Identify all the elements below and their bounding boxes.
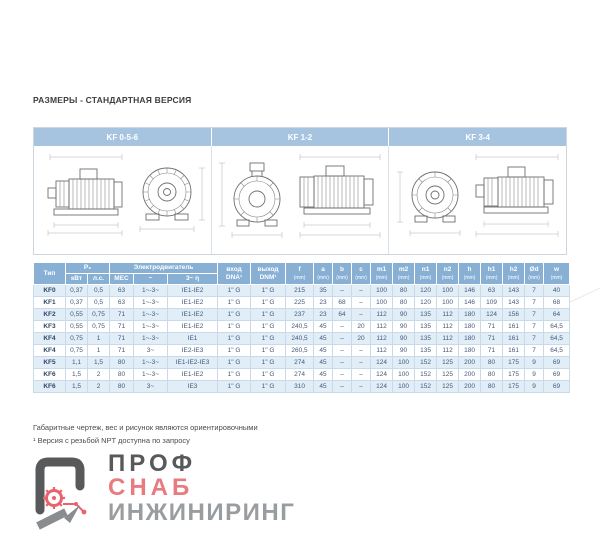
row-type-cell: KF1 — [34, 297, 66, 309]
data-cell: 80 — [481, 357, 503, 369]
end-view-side-port — [397, 172, 460, 236]
data-cell: 35 — [314, 285, 333, 297]
col-header-h: h (mm) — [459, 263, 481, 285]
data-cell: 274 — [286, 369, 314, 381]
data-cell: 40 — [544, 285, 570, 297]
data-cell: 175 — [503, 357, 525, 369]
row-type-cell: KF6 — [34, 369, 66, 381]
data-cell: – — [352, 369, 371, 381]
footnote-npt: ¹ Версия с резьбой NPT доступна по запросу — [33, 436, 190, 446]
logo-text — [108, 452, 295, 525]
data-cell: IE1-IE2 — [168, 285, 218, 297]
pump-drawing-kf12 — [212, 147, 388, 253]
table-row — [34, 321, 570, 333]
data-cell: 9 — [525, 369, 544, 381]
col-header-c: c (mm) — [352, 263, 371, 285]
data-cell: 1" G — [218, 285, 251, 297]
col-header-f: f (mm) — [286, 263, 314, 285]
logo-line-prof: ПРОФ — [108, 450, 197, 477]
data-cell: 69 — [544, 369, 570, 381]
data-cell: 1" G — [251, 333, 286, 345]
data-cell: 100 — [437, 285, 459, 297]
data-cell: 64 — [544, 309, 570, 321]
data-cell: 1" G — [218, 297, 251, 309]
col-header-n2: n2 (mm) — [437, 263, 459, 285]
company-logo — [30, 452, 295, 532]
data-cell: 100 — [393, 369, 415, 381]
data-cell: 71 — [481, 345, 503, 357]
data-cell: 64,5 — [544, 345, 570, 357]
data-cell: 237 — [286, 309, 314, 321]
data-cell: 143 — [503, 285, 525, 297]
data-cell: 0,5 — [88, 285, 110, 297]
data-cell: 125 — [437, 381, 459, 393]
data-cell: 64,5 — [544, 321, 570, 333]
row-type-cell: KF4 — [34, 333, 66, 345]
data-cell: 1" G — [251, 297, 286, 309]
data-cell: 240,5 — [286, 321, 314, 333]
panel-header-kf056: KF 0-5-6 — [34, 128, 212, 146]
data-cell: 71 — [110, 345, 134, 357]
data-cell: IE1 — [168, 333, 218, 345]
data-cell: 200 — [459, 357, 481, 369]
data-cell: 225 — [286, 297, 314, 309]
data-cell: 1" G — [251, 381, 286, 393]
data-cell: 1" G — [218, 309, 251, 321]
data-cell: 64 — [333, 309, 352, 321]
data-cell: 1" G — [251, 285, 286, 297]
data-cell: 175 — [503, 381, 525, 393]
col-header-dd: Ød (mm) — [525, 263, 544, 285]
col-header-a: a (mm) — [314, 263, 333, 285]
data-cell: 200 — [459, 381, 481, 393]
data-cell: 161 — [503, 321, 525, 333]
data-cell: 1~-3~ — [134, 369, 168, 381]
data-cell: IE1-IE2 — [168, 321, 218, 333]
data-cell: 69 — [544, 357, 570, 369]
data-cell: 112 — [371, 321, 393, 333]
data-cell: 64,5 — [544, 333, 570, 345]
data-cell: 1 — [88, 333, 110, 345]
data-cell: 135 — [415, 345, 437, 357]
dimensions-table — [33, 262, 570, 393]
data-cell: 71 — [110, 321, 134, 333]
data-cell: 80 — [110, 369, 134, 381]
data-cell: 124 — [371, 381, 393, 393]
data-cell: 71 — [481, 333, 503, 345]
row-type-cell: KF3 — [34, 321, 66, 333]
panel-header-kf34: KF 3-4 — [389, 128, 566, 146]
data-cell: 135 — [415, 333, 437, 345]
data-cell: 135 — [415, 309, 437, 321]
data-cell: 1,1 — [66, 357, 88, 369]
data-cell: 112 — [371, 345, 393, 357]
data-cell: 135 — [415, 321, 437, 333]
pump-drawing-kf056 — [34, 147, 210, 253]
table-row — [34, 357, 570, 369]
data-cell: 0,75 — [66, 333, 88, 345]
row-type-cell: KF5 — [34, 357, 66, 369]
data-cell: 100 — [371, 297, 393, 309]
data-cell: 124 — [371, 369, 393, 381]
data-cell: IE1-IE2 — [168, 297, 218, 309]
data-cell: 100 — [437, 297, 459, 309]
data-cell: 0,5 — [88, 297, 110, 309]
data-cell: 9 — [525, 357, 544, 369]
pump-drawing-kf34 — [390, 147, 566, 253]
data-cell: 1" G — [218, 357, 251, 369]
drawings-strip — [33, 127, 567, 255]
header-row-1 — [34, 263, 570, 274]
data-cell: 7 — [525, 333, 544, 345]
data-cell: 71 — [481, 321, 503, 333]
side-view-motor — [300, 154, 380, 238]
table-row — [34, 369, 570, 381]
data-cell: 63 — [110, 285, 134, 297]
data-cell: 112 — [437, 309, 459, 321]
data-cell: 0,55 — [66, 321, 88, 333]
footnote-dimensions: Габаритные чертеж, вес и рисунок являются ориентировочными — [33, 423, 258, 432]
data-cell: 7 — [525, 309, 544, 321]
col-header-h1: h1 (mm) — [481, 263, 503, 285]
col-header-type: Тип — [34, 263, 66, 285]
data-cell: – — [333, 285, 352, 297]
data-cell: 71 — [110, 333, 134, 345]
data-cell: – — [352, 309, 371, 321]
data-cell: IE1-IE2-IE3 — [168, 357, 218, 369]
data-cell: 112 — [371, 333, 393, 345]
data-cell: 1 — [88, 345, 110, 357]
data-cell: 1" G — [251, 369, 286, 381]
data-cell: – — [352, 357, 371, 369]
data-cell: 3~ — [134, 345, 168, 357]
data-cell: 1,5 — [88, 357, 110, 369]
table-row — [34, 297, 570, 309]
data-cell: 23 — [314, 297, 333, 309]
data-cell: IE1-IE2 — [168, 309, 218, 321]
col-header-efficiency: 3~ η — [168, 274, 218, 285]
data-cell: 7 — [525, 297, 544, 309]
data-cell: – — [333, 381, 352, 393]
data-cell: – — [352, 381, 371, 393]
data-cell: 146 — [459, 297, 481, 309]
data-cell: – — [352, 345, 371, 357]
data-cell: 112 — [437, 321, 459, 333]
data-cell: 71 — [110, 309, 134, 321]
data-cell: 1" G — [251, 345, 286, 357]
data-cell: 9 — [525, 381, 544, 393]
side-view-motor — [476, 154, 558, 237]
data-cell: 90 — [393, 333, 415, 345]
data-cell: 3~ — [134, 381, 168, 393]
data-cell: 68 — [544, 297, 570, 309]
data-cell: 1,5 — [66, 381, 88, 393]
data-cell: 23 — [314, 309, 333, 321]
col-header-w: w (mm) — [544, 263, 570, 285]
table-row — [34, 333, 570, 345]
data-cell: 1" G — [218, 321, 251, 333]
data-cell: 80 — [393, 285, 415, 297]
data-cell: – — [333, 369, 352, 381]
data-cell: IE1-IE2 — [168, 369, 218, 381]
data-cell: 1" G — [251, 309, 286, 321]
data-cell: 20 — [352, 321, 371, 333]
col-header-mec: MEC — [110, 274, 134, 285]
drawing-kf34 — [389, 146, 566, 254]
data-cell: 143 — [503, 297, 525, 309]
col-header-motor: Электродвигатель — [110, 263, 218, 274]
data-cell: 0,75 — [88, 321, 110, 333]
data-cell: 80 — [481, 381, 503, 393]
data-cell: 0,37 — [66, 297, 88, 309]
data-cell: 80 — [393, 297, 415, 309]
row-type-cell: KF4 — [34, 345, 66, 357]
col-header-hp: л.с. — [88, 274, 110, 285]
end-view-top-port — [219, 163, 282, 238]
data-cell: 152 — [415, 381, 437, 393]
data-cell: 156 — [503, 309, 525, 321]
table-row — [34, 285, 570, 297]
data-cell: 146 — [459, 285, 481, 297]
data-cell: 180 — [459, 321, 481, 333]
data-cell: 124 — [481, 309, 503, 321]
data-cell: 215 — [286, 285, 314, 297]
panel-header-kf12: KF 1-2 — [212, 128, 390, 146]
data-cell: 2 — [88, 381, 110, 393]
page-title: РАЗМЕРЫ - СТАНДАРТНАЯ ВЕРСИЯ — [33, 95, 192, 105]
data-cell: 180 — [459, 345, 481, 357]
data-cell: 0,75 — [88, 309, 110, 321]
data-cell: – — [333, 333, 352, 345]
data-cell: 1~-3~ — [134, 285, 168, 297]
col-header-outlet: выход DNM¹ — [251, 263, 286, 285]
data-cell: 1~-3~ — [134, 309, 168, 321]
col-header-b: b (mm) — [333, 263, 352, 285]
data-cell: 45 — [314, 345, 333, 357]
data-cell: 180 — [459, 309, 481, 321]
end-view-gear — [140, 168, 205, 232]
data-cell: 1" G — [251, 357, 286, 369]
data-cell: 260,5 — [286, 345, 314, 357]
footnotes — [33, 421, 258, 447]
data-cell: 90 — [393, 309, 415, 321]
data-cell: 80 — [110, 357, 134, 369]
col-header-kw: кВт — [66, 274, 88, 285]
data-cell: 161 — [503, 333, 525, 345]
data-cell: 80 — [481, 369, 503, 381]
data-cell: 100 — [393, 357, 415, 369]
data-cell: 240,5 — [286, 333, 314, 345]
data-cell: 7 — [525, 285, 544, 297]
data-cell: 69 — [544, 381, 570, 393]
data-cell: 45 — [314, 381, 333, 393]
drawings-body — [34, 146, 566, 254]
table-row — [34, 345, 570, 357]
data-cell: 274 — [286, 357, 314, 369]
data-cell: 112 — [371, 309, 393, 321]
data-cell: – — [352, 297, 371, 309]
col-header-n1: n1 (mm) — [415, 263, 437, 285]
data-cell: 45 — [314, 321, 333, 333]
data-cell: 7 — [525, 345, 544, 357]
data-cell: 200 — [459, 369, 481, 381]
table-row — [34, 381, 570, 393]
data-cell: 180 — [459, 333, 481, 345]
data-cell: 45 — [314, 333, 333, 345]
data-cell: 2 — [88, 369, 110, 381]
data-cell: 112 — [437, 333, 459, 345]
col-header-m2: m2 (mm) — [393, 263, 415, 285]
table-body — [34, 285, 570, 393]
data-cell: 63 — [481, 285, 503, 297]
logo-line-snab: СНАБ — [108, 474, 194, 502]
data-cell: 1" G — [251, 321, 286, 333]
drawings-header — [34, 128, 566, 146]
data-cell: 20 — [352, 333, 371, 345]
data-cell: 109 — [481, 297, 503, 309]
data-cell: 63 — [110, 297, 134, 309]
data-cell: – — [333, 345, 352, 357]
data-cell: 112 — [437, 345, 459, 357]
logo-line-engineering: ИНЖИНИРИНГ — [108, 498, 296, 526]
data-cell: 90 — [393, 321, 415, 333]
data-cell: 1,5 — [66, 369, 88, 381]
data-cell: 161 — [503, 345, 525, 357]
table-row — [34, 309, 570, 321]
data-cell: 45 — [314, 369, 333, 381]
data-cell: IE2-IE3 — [168, 345, 218, 357]
data-cell: 0,37 — [66, 285, 88, 297]
data-cell: 120 — [415, 285, 437, 297]
data-cell: 1~-3~ — [134, 333, 168, 345]
data-cell: – — [352, 285, 371, 297]
data-cell: 1" G — [218, 333, 251, 345]
data-cell: 7 — [525, 321, 544, 333]
drawing-kf12 — [212, 146, 390, 254]
row-type-cell: KF0 — [34, 285, 66, 297]
data-cell: 310 — [286, 381, 314, 393]
data-cell: – — [333, 321, 352, 333]
data-cell: 1~-3~ — [134, 357, 168, 369]
col-header-inlet: вход DNA¹ — [218, 263, 251, 285]
data-cell: 125 — [437, 357, 459, 369]
data-cell: 100 — [393, 381, 415, 393]
data-cell: 0,55 — [66, 309, 88, 321]
data-cell: 175 — [503, 369, 525, 381]
data-cell: 100 — [371, 285, 393, 297]
data-cell: 1" G — [218, 369, 251, 381]
drawing-kf056 — [34, 146, 212, 254]
data-cell: 152 — [415, 357, 437, 369]
data-cell: 1" G — [218, 345, 251, 357]
data-cell: IE3 — [168, 381, 218, 393]
data-cell: 1" G — [218, 381, 251, 393]
data-cell: 68 — [333, 297, 352, 309]
data-cell: 80 — [110, 381, 134, 393]
data-cell: 0,75 — [66, 345, 88, 357]
row-type-cell: KF2 — [34, 309, 66, 321]
logo-mark-icon — [30, 452, 102, 532]
data-cell: 1~-3~ — [134, 321, 168, 333]
col-header-p2: P₂ — [66, 263, 110, 274]
data-cell: 152 — [415, 369, 437, 381]
data-cell: 1~-3~ — [134, 297, 168, 309]
data-cell: 125 — [437, 369, 459, 381]
data-cell: – — [333, 357, 352, 369]
data-cell: 90 — [393, 345, 415, 357]
col-header-phase: ~ — [134, 274, 168, 285]
data-cell: 124 — [371, 357, 393, 369]
data-cell: 45 — [314, 357, 333, 369]
col-header-m1: m1 (mm) — [371, 263, 393, 285]
row-type-cell: KF6 — [34, 381, 66, 393]
col-header-h2: h2 (mm) — [503, 263, 525, 285]
data-cell: 120 — [415, 297, 437, 309]
